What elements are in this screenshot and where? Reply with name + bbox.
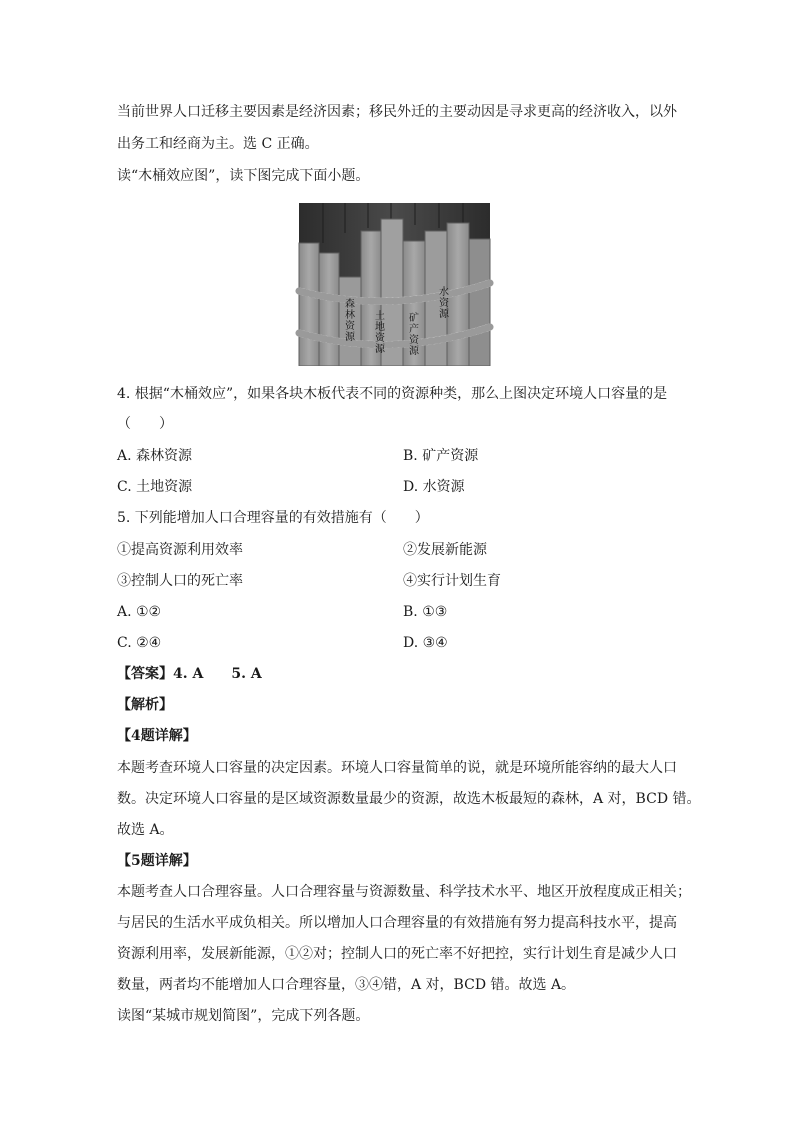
text-line: 读图“某城市规划简图”，完成下列各题。 [117,1008,370,1024]
q5-option-d: D. ③④ [403,635,448,651]
land-label: 土地资源 [375,311,385,355]
barrel-effect-figure [293,203,496,366]
q4-option-b: B. 矿产资源 [403,448,479,464]
q5-option-c: C. ②④ [117,635,162,651]
q4-option-d: D. 水资源 [403,479,465,495]
q4-stem: 4. 根据“木桶效应”，如果各块木板代表不同的资源种类，那么上图决定环境人口容量的是 [117,386,668,402]
q4-option-a: A. 森林资源 [117,448,193,464]
q5-item-3: ③控制人口的死亡率 [117,573,243,589]
q4-detail-line: 数。决定环境人口容量的是区域资源数量最少的资源，故选木板最短的森林，A 对，BCD 错。 [117,791,701,807]
mineral-label: 矿产资源 [409,313,419,357]
q4-detail-line: 故选 A。 [117,822,174,838]
text-line: 读“木桶效应图”，读下图完成下面小题。 [117,168,370,184]
q5-item-2: ②发展新能源 [403,542,487,558]
q5-detail-line: 数量，两者均不能增加人口合理容量，③④错，A 对，BCD 错。故选 A。 [117,977,576,993]
forest-label: 森林资源 [345,299,355,343]
q5-stem: 5. 下列能增加人口合理容量的有效措施有（ ） [117,510,429,526]
text-line: 当前世界人口迁移主要因素是经济因素；移民外迁的主要动因是寻求更高的经济收入，以外 [117,104,677,120]
analysis-title: 【解析】 [117,697,173,713]
text-line: 出务工和经商为主。选 C 正确。 [117,136,319,152]
q5-option-b: B. ①③ [403,604,448,620]
q5-detail-line: 本题考查人口合理容量。人口合理容量与资源数量、科学技术水平、地区开放程度成正相关； [117,884,691,900]
answer-line: 【答案】4. A 5. A [117,666,262,682]
q4-option-c: C. 土地资源 [117,479,193,495]
q5-detail-line: 与居民的生活水平成负相关。所以增加人口合理容量的有效措施有努力提高科技水平，提高 [117,915,677,931]
water-label: 水资源 [439,287,449,320]
q4-detail-line: 本题考查环境人口容量的决定因素。环境人口容量简单的说，就是环境所能容纳的最大人口 [117,760,677,776]
q5-detail-title: 【5题详解】 [117,853,197,869]
q4-paren: （ ） [117,416,173,432]
q5-item-4: ④实行计划生育 [403,573,501,589]
q5-item-1: ①提高资源利用效率 [117,542,243,558]
q4-detail-title: 【4题详解】 [117,728,197,744]
q5-detail-line: 资源利用率，发展新能源，①②对；控制人口的死亡率不好把控，实行计划生育是减少人口 [117,946,677,962]
q5-option-a: A. ①② [117,604,162,620]
